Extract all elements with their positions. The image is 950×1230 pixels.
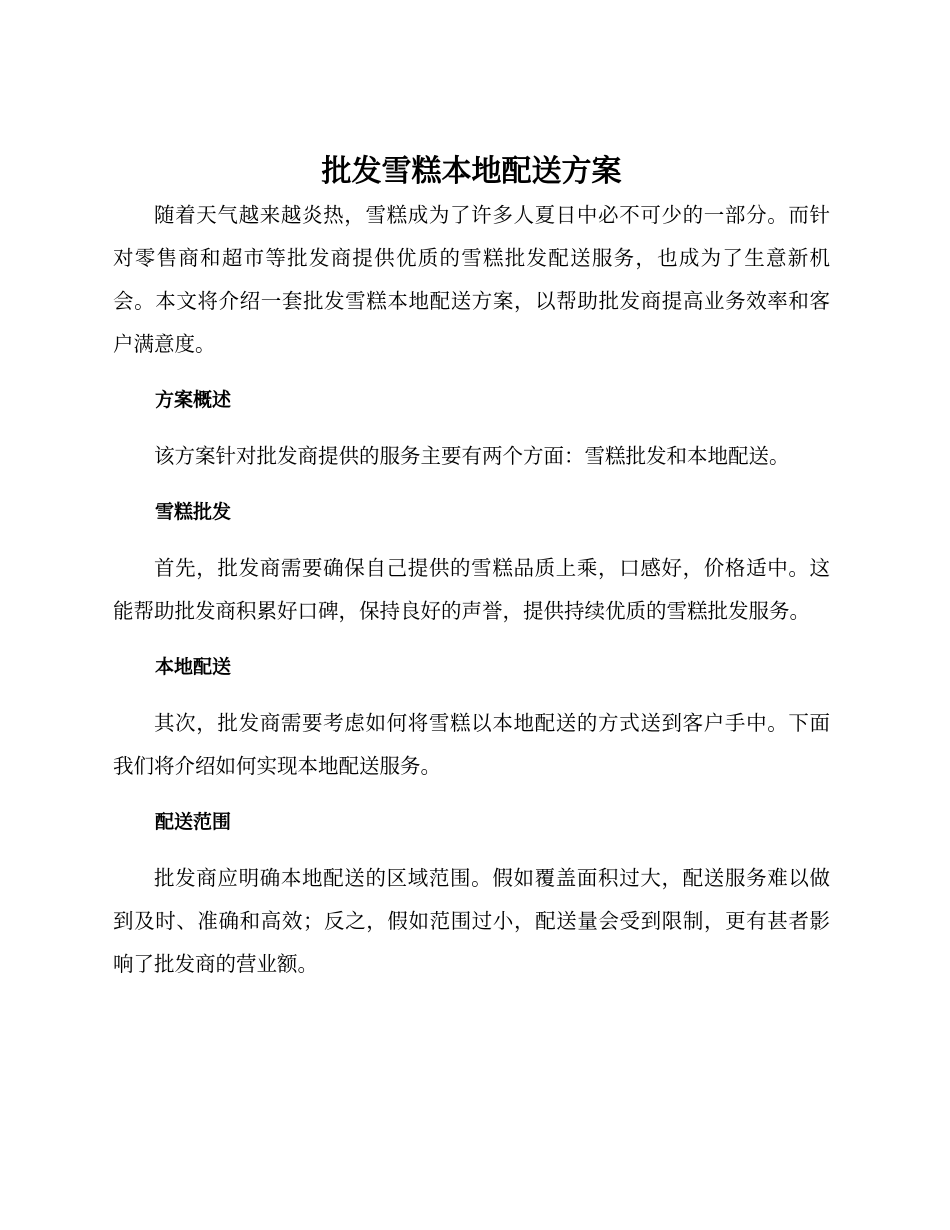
document-body — [113, 150, 830, 986]
spacer — [113, 836, 830, 857]
section-body-local-delivery: 其次，批发商需要考虑如何将雪糕以本地配送的方式送到客户手中。下面我们将介绍如何实现本地配送服务。 — [113, 711, 830, 778]
section-heading-local-delivery: 本地配送 — [155, 656, 232, 678]
section-heading-delivery-range: 配送范围 — [155, 811, 232, 833]
section-body-overview: 该方案针对批发商提供的服务主要有两个方面：雪糕批发和本地配送。 — [154, 444, 790, 468]
spacer — [113, 414, 830, 435]
section-body-delivery-range: 批发商应明确本地配送的区域范围。假如覆盖面积过大，配送服务难以做到及时、准确和高效；反之，假如范围过小，配送量会受到限制，更有甚者影响了批发商的营业额。 — [113, 866, 830, 976]
spacer — [113, 788, 830, 808]
spacer — [113, 633, 830, 653]
intro-paragraph: 随着天气越来越炎热，雪糕成为了许多人夏日中必不可少的一部分。而针对零售商和超市等批发商提供优质的雪糕批发配送服务，也成为了生意新机会。本文将介绍一套批发雪糕本地配送方案，以帮助批发商提高业务效率和客户满意度。 — [113, 203, 830, 356]
section-heading-overview: 方案概述 — [155, 389, 232, 411]
section-body-wholesale: 首先，批发商需要确保自己提供的雪糕品质上乘，口感好，价格适中。这能帮助批发商积累好口碑，保持良好的声誉，提供持续优质的雪糕批发服务。 — [113, 556, 830, 623]
document-title: 批发雪糕本地配送方案 — [321, 154, 622, 189]
spacer — [113, 526, 830, 547]
spacer — [113, 478, 830, 498]
spacer — [113, 366, 830, 386]
spacer — [113, 681, 830, 702]
section-heading-wholesale: 雪糕批发 — [155, 501, 232, 523]
